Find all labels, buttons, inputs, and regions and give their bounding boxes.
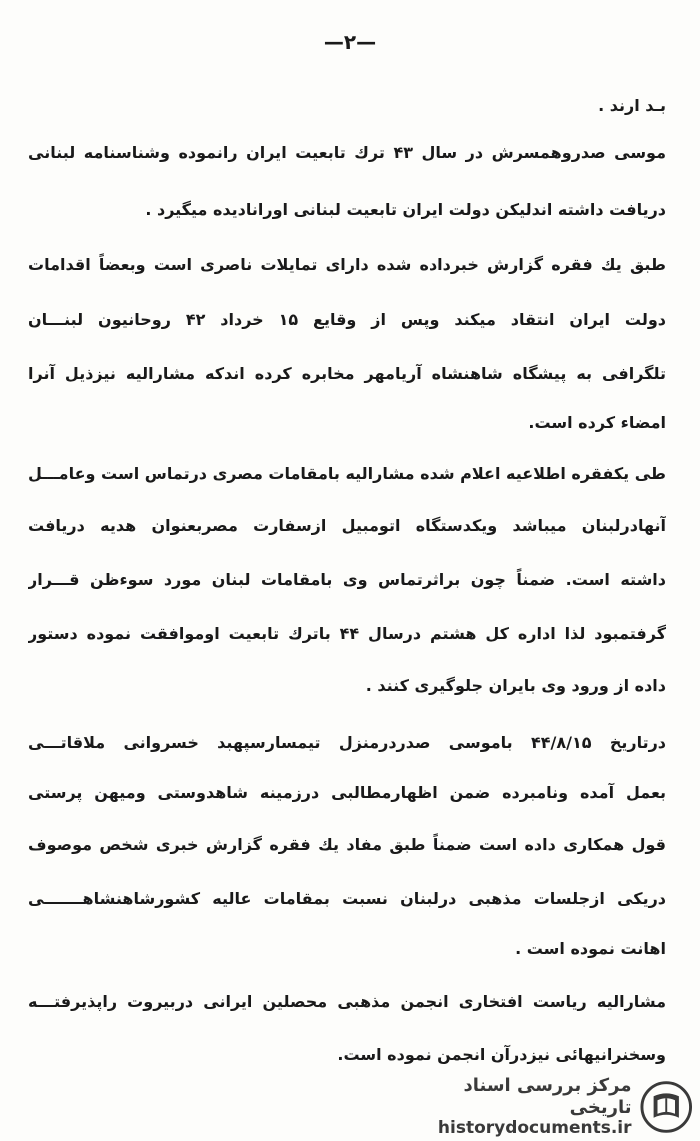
text-line-3: دریافت داشته اندلیکن دولت ایران تابعیت لبنانی اورانادیده میگیرد . — [145, 200, 666, 219]
text-line-2: موسی صدروهمسرش در سال ۴۳ ترك تابعیت ایران رانموده وشناسنامه لبنانی — [28, 143, 666, 162]
book-emblem-icon — [640, 1080, 693, 1134]
text-line-18: مشارالیه ریاست افتخاری انجمن مذهبی محصلین ایرانی دربیروت راپذیرفتـــه — [28, 992, 666, 1011]
text-line-1: بـد ارند . — [598, 96, 666, 115]
text-line-17: اهانت نموده است . — [515, 939, 666, 958]
watermark-text — [402, 1075, 632, 1139]
text-line-14: بعمل آمده ونامبرده ضمن اظهارمطالبی درزمینه شاهدوستی ومیهن پرستی — [28, 783, 666, 802]
text-line-13: درتاریخ ۴۴/۸/۱۵ باموسی صدردرمنزل تیمسارسپهبد خسروانی ملاقاتـــی — [28, 733, 666, 752]
text-line-19: وسخنرانیهائی نیزدرآن انجمن نموده است. — [337, 1045, 666, 1064]
text-line-12: داده از ورود وی بایران جلوگیری کنند . — [365, 676, 666, 695]
text-line-8: طی یکفقره اطلاعیه اعلام شده مشارالیه بامقامات مصری درتماس است وعامـــل — [28, 464, 666, 483]
text-line-7: امضاء کرده است. — [528, 413, 666, 432]
watermark-logo — [402, 1075, 692, 1139]
text-line-15: قول همکاری داده است ضمناً طبق مفاد یك فقره گزارش خبری شخص موصوف — [28, 835, 666, 854]
watermark-name: مرکز بررسی اسناد تاریخی — [463, 1075, 632, 1118]
text-line-5: دولت ایران انتقاد میکند وپس از وقایع ۱۵ خرداد ۴۲ روحانیون لبنـــان — [28, 310, 666, 329]
text-line-16: دریکی ازجلسات مذهبی درلبنان نسبت بمقامات عالیه کشورشاهنشاهـــــــی — [28, 889, 666, 908]
text-line-9: آنهادرلبنان میباشد ویکدستگاه اتومبیل ازسفارت مصربعنوان هدیه دریافت — [28, 516, 666, 535]
watermark-url: historydocuments.ir — [437, 1118, 632, 1139]
text-line-6: تلگرافی به پیشگاه شاهنشاه آریامهر مخابره کرده اندکه مشارالیه نیزذیل آنرا — [28, 364, 666, 383]
page-number: —۲— — [323, 30, 377, 54]
text-line-10: داشته است. ضمناً چون براثرتماس وی بامقامات لبنان مورد سوءظن قـــرار — [28, 570, 666, 589]
text-line-4: طبق یك فقره گزارش خبرداده شده دارای تمایلات ناصری است وبعضاً اقدامات — [28, 255, 666, 274]
text-line-11: گرفتمبود لذا اداره کل هشتم درسال ۴۴ باترك تابعیت اوموافقت نموده دستور — [28, 624, 666, 643]
